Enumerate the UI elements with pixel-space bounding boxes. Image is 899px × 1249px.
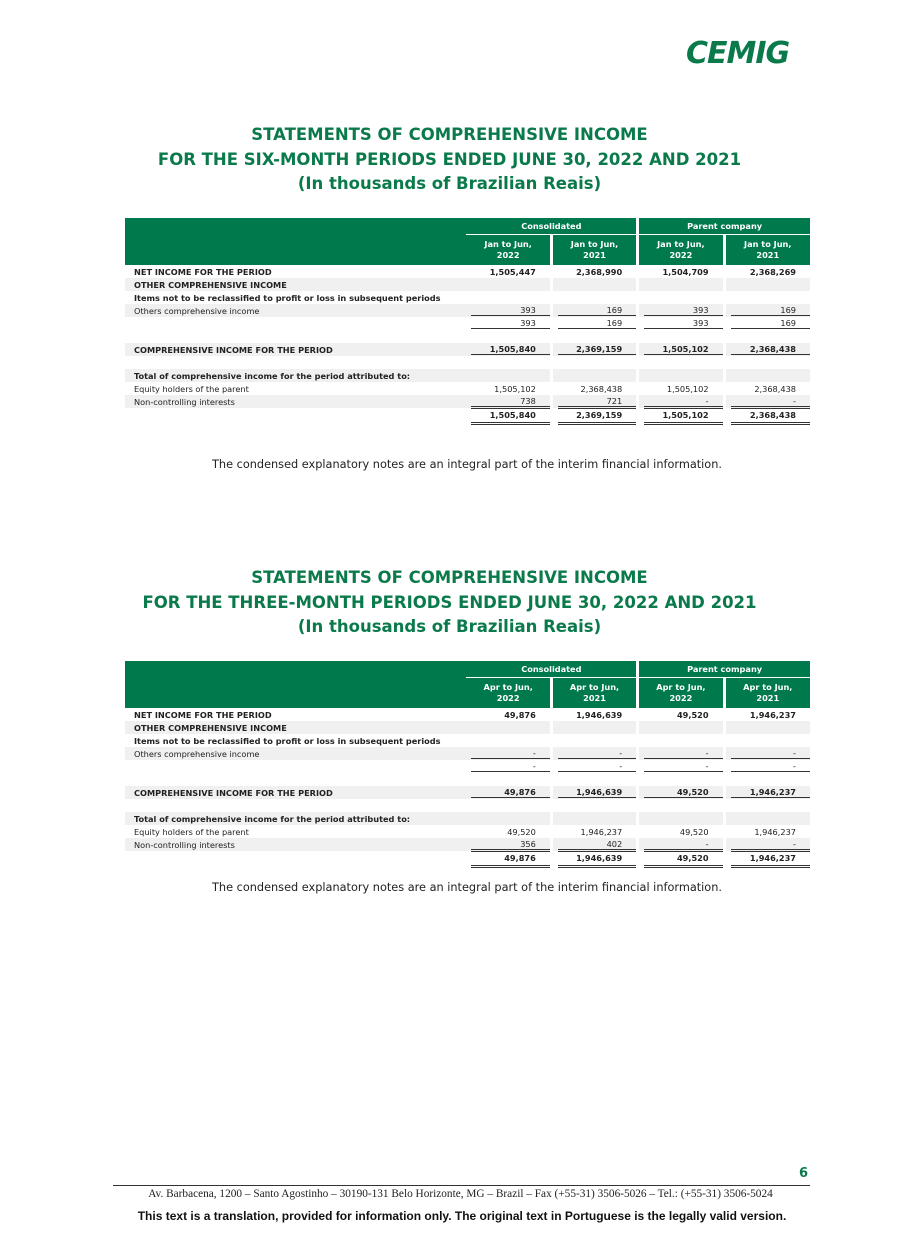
row-subtotal: 393 169 393 169 — [125, 317, 810, 330]
row-items-not-reclassified: Items not to be reclassified to profit or loss in subsequent periods — [134, 735, 441, 746]
row-non-controlling: Non-controlling interests 356 402 - - — [125, 838, 810, 851]
six-month-table — [125, 218, 810, 425]
row-total: 49,876 1,946,639 49,520 1,946,237 — [125, 851, 810, 868]
column-header: Apr to Jun, 2021 — [726, 678, 810, 708]
row-net-income: NET INCOME FOR THE PERIOD 49,876 1,946,639 49,520 1,946,237 — [134, 709, 796, 720]
row-oci: OTHER COMPREHENSIVE INCOME — [125, 721, 810, 734]
column-header: Jan to Jun, 2021 — [553, 235, 636, 265]
row-subtotal: - - - - — [125, 760, 810, 773]
group-consolidated: Consolidated — [466, 218, 636, 235]
row-equity-holders: Equity holders of the parent 1,505,102 2,368,438 1,505,102 2,368,438 — [134, 383, 796, 394]
row-equity-holders: Equity holders of the parent 49,520 1,946,237 49,520 1,946,237 — [134, 826, 796, 837]
row-net-income: NET INCOME FOR THE PERIOD 1,505,447 2,368,990 1,504,709 2,368,269 — [134, 266, 796, 277]
cemig-logo — [686, 36, 806, 68]
footer-disclaimer: This text is a translation, provided for information only. The original text in Portuguese is the legally valid version. — [137, 1209, 787, 1223]
three-month-table — [125, 661, 810, 868]
footer-address: Av. Barbacena, 1200 – Santo Agostinho – 30190-131 Belo Horizonte, MG – Brazil – Fax (+55-31) 3506-5026 – Tel.: (+55-31) 3506-5024 — [148, 1188, 773, 1200]
six-month-title — [0, 123, 899, 197]
page-number: 6 — [798, 1166, 808, 1181]
group-parent-company: Parent company — [639, 218, 810, 235]
six-month-note: The condensed explanatory notes are an integral part of the interim financial information. — [212, 458, 722, 471]
row-comprehensive-income: COMPREHENSIVE INCOME FOR THE PERIOD 49,876 1,946,639 49,520 1,946,237 — [125, 786, 810, 799]
group-parent-company: Parent company — [639, 661, 810, 678]
three-month-title — [0, 566, 899, 640]
three-month-note: The condensed explanatory notes are an integral part of the interim financial information. — [212, 881, 722, 894]
row-items-not-reclassified: Items not to be reclassified to profit or loss in subsequent periods — [134, 292, 441, 303]
logo-text: CEMIG — [686, 36, 790, 68]
group-consolidated: Consolidated — [466, 661, 636, 678]
title-line-1: STATEMENTS OF COMPREHENSIVE INCOME — [251, 125, 648, 144]
column-header: Apr to Jun, 2022 — [639, 678, 722, 708]
row-total-attributed: Total of comprehensive income for the period attributed to: — [125, 369, 810, 382]
title-line-2: FOR THE SIX-MONTH PERIODS ENDED JUNE 30, 2022 AND 2021 — [157, 149, 742, 169]
title-line-2: FOR THE THREE-MONTH PERIODS ENDED JUNE 30, 2022 AND 2021 — [142, 592, 757, 612]
row-others-ci: Others comprehensive income - - - - — [125, 747, 810, 760]
row-total-attributed: Total of comprehensive income for the period attributed to: — [125, 812, 810, 825]
title-line-3: (In thousands of Brazilian Reais) — [297, 174, 602, 193]
row-comprehensive-income: COMPREHENSIVE INCOME FOR THE PERIOD 1,505,840 2,369,159 1,505,102 2,368,438 — [125, 343, 810, 356]
column-header: Jan to Jun, 2021 — [726, 235, 810, 265]
title-line-3: (In thousands of Brazilian Reais) — [297, 617, 602, 636]
row-others-ci: Others comprehensive income 393 169 393 169 — [125, 304, 810, 317]
row-total: 1,505,840 2,369,159 1,505,102 2,368,438 — [125, 408, 810, 425]
column-header: Jan to Jun, 2022 — [466, 235, 549, 265]
title-line-1: STATEMENTS OF COMPREHENSIVE INCOME — [251, 568, 648, 587]
footer-divider — [113, 1185, 810, 1186]
column-header: Jan to Jun, 2022 — [639, 235, 722, 265]
column-header: Apr to Jun, 2022 — [466, 678, 549, 708]
column-header: Apr to Jun, 2021 — [553, 678, 636, 708]
row-oci: OTHER COMPREHENSIVE INCOME — [125, 278, 810, 291]
header-corner — [125, 218, 466, 265]
row-non-controlling: Non-controlling interests 738 721 - - — [125, 395, 810, 408]
header-corner — [125, 661, 466, 708]
